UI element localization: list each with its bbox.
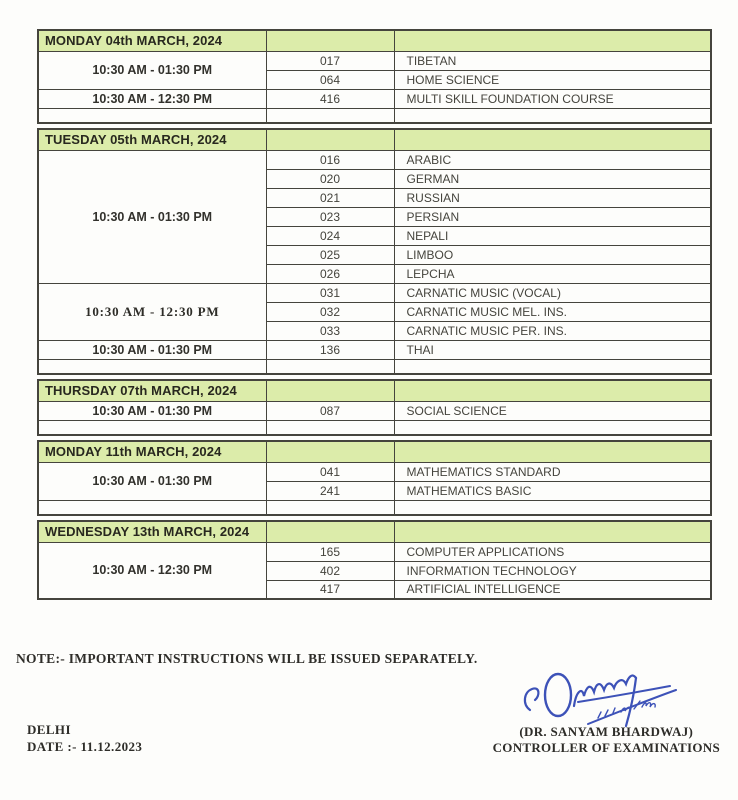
table-row bbox=[38, 283, 711, 302]
table-row bbox=[38, 401, 711, 420]
subject-code-cell: 087 bbox=[266, 401, 394, 420]
empty-cell bbox=[38, 108, 266, 123]
subject-name-cell: PERSIAN bbox=[394, 207, 711, 226]
date-header-row bbox=[38, 380, 711, 401]
time-cell: 10:30 AM - 12:30 PM bbox=[38, 89, 266, 108]
empty-cell bbox=[266, 129, 394, 150]
subject-name-cell: ARABIC bbox=[394, 150, 711, 169]
subject-name-cell: ARTIFICIAL INTELLIGENCE bbox=[394, 580, 711, 599]
table-row bbox=[38, 150, 711, 169]
subject-name-cell: HOME SCIENCE bbox=[394, 70, 711, 89]
separator-row bbox=[38, 420, 711, 435]
empty-cell bbox=[266, 380, 394, 401]
table-row bbox=[38, 542, 711, 561]
schedule-section-tuesday-05 bbox=[37, 128, 712, 375]
time-cell: 10:30 AM - 01:30 PM bbox=[38, 462, 266, 500]
subject-code-cell: 241 bbox=[266, 481, 394, 500]
subject-code-cell: 416 bbox=[266, 89, 394, 108]
empty-cell bbox=[394, 30, 711, 51]
table-row bbox=[38, 340, 711, 359]
time-cell: 10:30 AM - 01:30 PM bbox=[38, 340, 266, 359]
subject-code-cell: 033 bbox=[266, 321, 394, 340]
subject-name-cell: CARNATIC MUSIC (VOCAL) bbox=[394, 283, 711, 302]
subject-name-cell: LEPCHA bbox=[394, 264, 711, 283]
subject-name-cell: MULTI SKILL FOUNDATION COURSE bbox=[394, 89, 711, 108]
subject-name-cell: MATHEMATICS BASIC bbox=[394, 481, 711, 500]
date-header-cell: TUESDAY 05th MARCH, 2024 bbox=[38, 129, 266, 150]
date-header-cell: THURSDAY 07th MARCH, 2024 bbox=[38, 380, 266, 401]
empty-cell bbox=[394, 441, 711, 462]
place-date-block bbox=[27, 721, 142, 755]
subject-code-cell: 064 bbox=[266, 70, 394, 89]
subject-code-cell: 021 bbox=[266, 188, 394, 207]
empty-cell bbox=[38, 500, 266, 515]
subject-code-cell: 026 bbox=[266, 264, 394, 283]
subject-code-cell: 020 bbox=[266, 169, 394, 188]
separator-row bbox=[38, 359, 711, 374]
date-header-row bbox=[38, 441, 711, 462]
subject-code-cell: 165 bbox=[266, 542, 394, 561]
empty-cell bbox=[38, 420, 266, 435]
empty-cell bbox=[38, 359, 266, 374]
empty-cell bbox=[266, 420, 394, 435]
signatory-name: (DR. SANYAM BHARDWAJ) bbox=[519, 724, 694, 739]
empty-cell bbox=[266, 500, 394, 515]
empty-cell bbox=[394, 500, 711, 515]
subject-code-cell: 016 bbox=[266, 150, 394, 169]
time-cell: 10:30 AM - 12:30 PM bbox=[38, 542, 266, 599]
date-header-cell: MONDAY 04th MARCH, 2024 bbox=[38, 30, 266, 51]
subject-name-cell: THAI bbox=[394, 340, 711, 359]
subject-code-cell: 031 bbox=[266, 283, 394, 302]
separator-row bbox=[38, 500, 711, 515]
subject-code-cell: 023 bbox=[266, 207, 394, 226]
schedule-section-monday-11 bbox=[37, 440, 712, 516]
date-header-cell: WEDNESDAY 13th MARCH, 2024 bbox=[38, 521, 266, 542]
schedule-section-wednesday-13 bbox=[37, 520, 712, 600]
date-header-cell: MONDAY 11th MARCH, 2024 bbox=[38, 441, 266, 462]
signatory-title: CONTROLLER OF EXAMINATIONS bbox=[492, 740, 720, 755]
table-row bbox=[38, 51, 711, 70]
subject-name-cell: TIBETAN bbox=[394, 51, 711, 70]
empty-cell bbox=[394, 420, 711, 435]
subject-name-cell: CARNATIC MUSIC MEL. INS. bbox=[394, 302, 711, 321]
date-label: DATE :- 11.12.2023 bbox=[27, 739, 143, 754]
empty-cell bbox=[394, 380, 711, 401]
schedule-section-monday-04 bbox=[37, 29, 712, 124]
empty-cell bbox=[394, 359, 711, 374]
signatory-block bbox=[493, 724, 720, 756]
subject-name-cell: COMPUTER APPLICATIONS bbox=[394, 542, 711, 561]
table-row bbox=[38, 89, 711, 108]
schedule-section-thursday-07 bbox=[37, 379, 712, 436]
subject-name-cell: LIMBOO bbox=[394, 245, 711, 264]
date-header-row bbox=[38, 129, 711, 150]
empty-cell bbox=[266, 30, 394, 51]
place-label: DELHI bbox=[27, 722, 71, 737]
time-cell: 10:30 AM - 01:30 PM bbox=[38, 401, 266, 420]
empty-cell bbox=[266, 441, 394, 462]
subject-name-cell: CARNATIC MUSIC PER. INS. bbox=[394, 321, 711, 340]
subject-code-cell: 017 bbox=[266, 51, 394, 70]
time-cell: 10:30 AM - 12:30 PM bbox=[38, 283, 266, 340]
empty-cell bbox=[266, 521, 394, 542]
date-header-row bbox=[38, 521, 711, 542]
empty-cell bbox=[266, 359, 394, 374]
empty-cell bbox=[394, 521, 711, 542]
empty-cell bbox=[394, 129, 711, 150]
subject-name-cell: NEPALI bbox=[394, 226, 711, 245]
important-note: NOTE:- IMPORTANT INSTRUCTIONS WILL BE ISSUED SEPARATELY. bbox=[16, 651, 478, 666]
subject-code-cell: 136 bbox=[266, 340, 394, 359]
subject-code-cell: 417 bbox=[266, 580, 394, 599]
time-cell: 10:30 AM - 01:30 PM bbox=[38, 150, 266, 283]
subject-code-cell: 032 bbox=[266, 302, 394, 321]
subject-name-cell: MATHEMATICS STANDARD bbox=[394, 462, 711, 481]
subject-name-cell: RUSSIAN bbox=[394, 188, 711, 207]
date-header-row bbox=[38, 30, 711, 51]
empty-cell bbox=[394, 108, 711, 123]
subject-code-cell: 041 bbox=[266, 462, 394, 481]
subject-name-cell: INFORMATION TECHNOLOGY bbox=[394, 561, 711, 580]
empty-cell bbox=[266, 108, 394, 123]
subject-code-cell: 402 bbox=[266, 561, 394, 580]
subject-name-cell: SOCIAL SCIENCE bbox=[394, 401, 711, 420]
subject-code-cell: 025 bbox=[266, 245, 394, 264]
separator-row bbox=[38, 108, 711, 123]
subject-code-cell: 024 bbox=[266, 226, 394, 245]
table-row bbox=[38, 462, 711, 481]
time-cell: 10:30 AM - 01:30 PM bbox=[38, 51, 266, 89]
subject-name-cell: GERMAN bbox=[394, 169, 711, 188]
